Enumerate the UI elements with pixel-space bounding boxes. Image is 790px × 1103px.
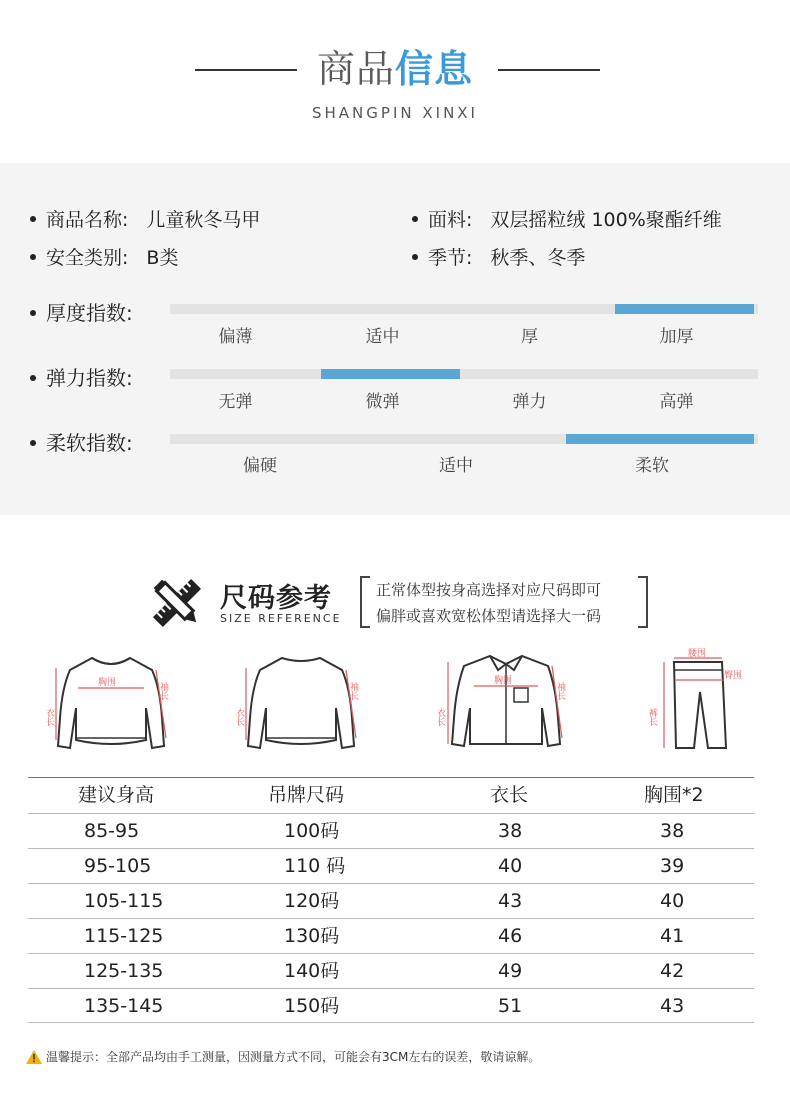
garment-label: 衣长 [435,708,445,726]
garment-label: 袖长 [348,682,358,700]
thickness-meter-label [30,297,133,326]
meter-tick-label: 柔软 [635,456,669,476]
garment-label: 腰围 [688,649,707,659]
size-reference-title: 尺码参考 [220,583,332,614]
table-cell: 110 码 [284,855,346,877]
table-row [28,813,754,848]
meter-tick-label: 适中 [439,456,473,476]
table-cell: 43 [660,995,685,1017]
garment-label: 胸围 [494,676,513,686]
sweater-diagram [44,648,174,758]
garment-label: 衣长 [234,708,244,726]
table-cell: 95-105 [84,855,152,877]
section-title [0,44,790,94]
garment-label: 袖长 [555,682,565,700]
table-row [28,848,754,883]
meter-tick-label: 偏硬 [243,456,277,476]
table-cell: 49 [498,960,523,982]
info-value: 双层摇粒绒 100%聚酯纤维 [490,209,722,231]
table-cell: 130码 [284,925,340,947]
meter-tick-label: 加厚 [659,327,694,347]
table-cell: 51 [498,995,523,1017]
info-key: 安全类别: [46,247,129,269]
section-header [0,0,790,162]
table-cell: 115-125 [84,925,164,947]
warning-text: 温馨提示：全部产品均由手工测量，因测量方式不同，可能会有3CM左右的误差，敬请谅解。 [46,1050,541,1064]
thickness-meter-fill [615,304,754,314]
meter-tick-label: 偏薄 [218,327,253,347]
table-cell: 41 [660,925,685,947]
info-fabric [412,205,722,232]
column-header: 建议身高 [78,784,155,806]
info-product-name [30,205,260,232]
garment-label: 胸围 [98,678,117,688]
title-strong: 信息 [395,47,474,91]
info-key: 商品名称: [46,209,129,231]
table-cell: 135-145 [84,995,164,1017]
softness-meter-track [170,434,758,444]
table-row [28,953,754,988]
measurement-warning [26,1048,540,1065]
garment-label: 衣长 [44,708,54,726]
meter-label-text: 弹力指数: [46,366,133,390]
elasticity-meter-label [30,362,133,391]
bullet-icon [30,375,36,381]
pants-diagram [640,648,752,758]
bullet-icon [30,440,36,446]
elasticity-meter-fill [321,369,460,379]
table-cell: 38 [498,820,523,842]
table-row [28,883,754,918]
bullet-icon [30,216,36,222]
table-cell: 100码 [284,820,340,842]
info-safety-class [30,243,178,270]
column-header: 吊牌尺码 [268,784,345,806]
bullet-icon [412,254,418,260]
thickness-meter-track [170,304,758,314]
table-cell: 38 [660,820,685,842]
size-reference-subtitle: SIZE REFERENCE [220,612,342,625]
softness-meter-fill [566,434,754,444]
meter-label-text: 柔软指数: [46,431,133,455]
info-season [412,243,585,270]
table-cell: 43 [498,890,523,912]
title-light: 商品 [316,47,395,91]
info-value: 儿童秋冬马甲 [146,209,261,231]
size-table [28,777,754,1023]
section-subtitle: SHANGPIN XINXI [312,104,478,122]
size-reference-note [360,576,648,628]
warning-icon [26,1050,42,1064]
note-line: 正常体型按身高选择对应尺码即可 [376,581,602,599]
column-header: 胸围*2 [644,784,704,806]
info-value: 秋季、冬季 [490,247,586,269]
meter-tick-label: 高弹 [659,392,694,412]
table-cell: 150码 [284,995,340,1017]
table-cell: 140码 [284,960,340,982]
elasticity-meter-track [170,369,758,379]
ruler-pencil-icon [146,572,208,634]
table-cell: 120码 [284,890,340,912]
bracket-left [360,576,370,628]
size-table-header [28,777,754,813]
product-info-panel [0,163,790,515]
info-key: 面料: [428,209,473,231]
meter-tick-label: 适中 [365,327,400,347]
bullet-icon [30,254,36,260]
note-line: 偏胖或喜欢宽松体型请选择大一码 [376,607,602,625]
garment-label: 裤长 [647,708,657,726]
column-header: 衣长 [490,784,529,806]
garment-label: 臀围 [724,671,743,681]
bullet-icon [412,216,418,222]
table-cell: 85-95 [84,820,140,842]
sweater-back-diagram [234,648,364,758]
table-cell: 125-135 [84,960,164,982]
info-value: B类 [146,247,179,269]
garment-label: 袖长 [158,682,168,700]
meter-tick-label: 无弹 [218,392,253,412]
meter-tick-label: 微弹 [365,392,400,412]
meter-tick-label: 弹力 [512,392,547,412]
info-key: 季节: [428,247,473,269]
table-cell: 39 [660,855,685,877]
meter-tick-label: 厚 [521,327,538,347]
table-row [28,988,754,1023]
table-cell: 46 [498,925,523,947]
table-cell: 40 [498,855,523,877]
bracket-right [638,576,648,628]
meter-label-text: 厚度指数: [46,301,133,325]
table-cell: 42 [660,960,685,982]
table-row [28,918,754,953]
softness-meter-label [30,427,133,456]
table-cell: 40 [660,890,685,912]
shirt-diagram [435,648,574,758]
table-cell: 105-115 [84,890,164,912]
bullet-icon [30,310,36,316]
